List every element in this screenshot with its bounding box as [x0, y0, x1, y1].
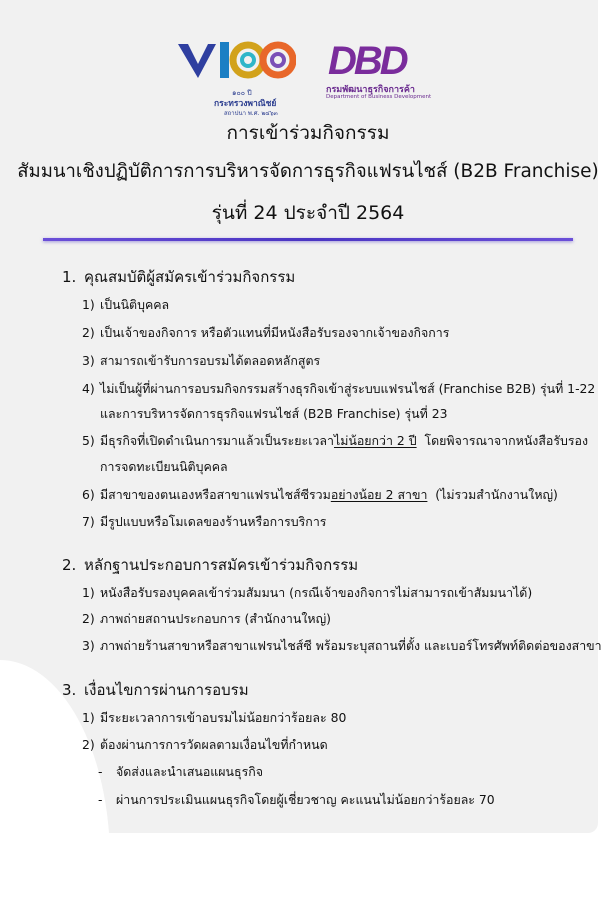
underlined-text: ไม่น้อยกว่า 2 ปี	[333, 433, 417, 448]
list-item: 1) มีระยะเวลาการเข้าอบรมไม่น้อยกว่าร้อยละ 80	[82, 710, 347, 725]
list-item-continuation: และการบริหารจัดการธุรกิจแฟรนไชส์ (B2B Franchise) รุ่นที่ 23	[100, 406, 448, 421]
dbd-name-th: กรมพัฒนาธุรกิจการค้า	[326, 85, 415, 95]
list-item: 5) มีธุรกิจที่เปิดดำเนินการมาแล้วเป็นระยะเวลาไม่น้อยกว่า 2 ปี โดยพิจารณาจากหนังสือรับรอง	[82, 433, 589, 448]
list-item: 2) ต้องผ่านการการวัดผลตามเงื่อนไขที่กำหนด	[82, 737, 328, 752]
section-heading: 3. เงื่อนไขการผ่านการอบรม	[62, 681, 249, 699]
page-title-line3: รุ่นที่ 24 ประจำปี 2564	[211, 202, 405, 224]
list-item: 3) ภาพถ่ายร้านสาขาหรือสาขาแฟรนไชส์ซี พร้อมระบุสถานที่ตั้ง และเบอร์โทรศัพท์ติดต่อของสาขา	[82, 638, 602, 653]
moc-year: สถาปนา พ.ศ. ๒๔๖๓	[224, 110, 278, 117]
list-item: 2) ภาพถ่ายสถานประกอบการ (สำนักงานใหญ่)	[82, 611, 331, 626]
list-item: 1) เป็นนิติบุคคล	[82, 297, 170, 312]
dbd-name-en: Department of Business Development	[326, 94, 432, 100]
page-title-line2: สัมมนาเชิงปฏิบัติการการบริหารจัดการธุรกิจแฟรนไชส์ (B2B Franchise)	[17, 161, 599, 182]
moc-name: กระทรวงพาณิชย์	[214, 99, 277, 109]
list-item: 7) มีรูปแบบหรือโมเดลของร้านหรือการบริการ	[82, 514, 327, 529]
page-title-line1: การเข้าร่วมกิจกรรม	[226, 122, 390, 144]
sub-list-item: - จัดส่งและนำเสนอแผนธุรกิจ	[98, 764, 263, 779]
list-item: 4) ไม่เป็นผู้ที่ผ่านการอบรมกิจกรรมสร้างธุรกิจเข้าสู่ระบบแฟรนไชส์ (Franchise B2B) รุ่นที่ 1-22	[82, 381, 596, 396]
list-item: 1) หนังสือรับรองบุคคลเข้าร่วมสัมมนา (กรณีเจ้าของกิจการไม่สามารถเข้าสัมมนาได้)	[82, 585, 533, 600]
list-item-continuation: การจดทะเบียนนิติบุคคล	[100, 459, 228, 474]
section-heading: 1. คุณสมบัติผู้สมัครเข้าร่วมกิจกรรม	[62, 268, 296, 286]
title-divider	[43, 238, 573, 241]
list-item: 6) มีสาขาของตนเองหรือสาขาแฟรนไชส์ซีรวมอย่างน้อย 2 สาขา (ไม่รวมสำนักงานใหญ่)	[82, 487, 558, 502]
sub-list-item: - ผ่านการประเมินแผนธุรกิจโดยผู้เชี่ยวชาญ คะแนนไม่น้อยกว่าร้อยละ 70	[98, 792, 495, 807]
svg-text:DBD: DBD	[328, 39, 406, 83]
moc-anniversary-text: ๑๐๐ ปี	[232, 89, 252, 97]
list-item: 3) สามารถเข้ารับการอบรมได้ตลอดหลักสูตร	[82, 353, 321, 368]
section-heading: 2. หลักฐานประกอบการสมัครเข้าร่วมกิจกรรม	[62, 556, 359, 574]
list-item: 2) เป็นเจ้าของกิจการ หรือตัวแทนที่มีหนังสือรับรองจากเจ้าของกิจการ	[82, 325, 450, 340]
header-logos	[0, 38, 616, 117]
underlined-text: อย่างน้อย 2 สาขา	[330, 487, 428, 502]
